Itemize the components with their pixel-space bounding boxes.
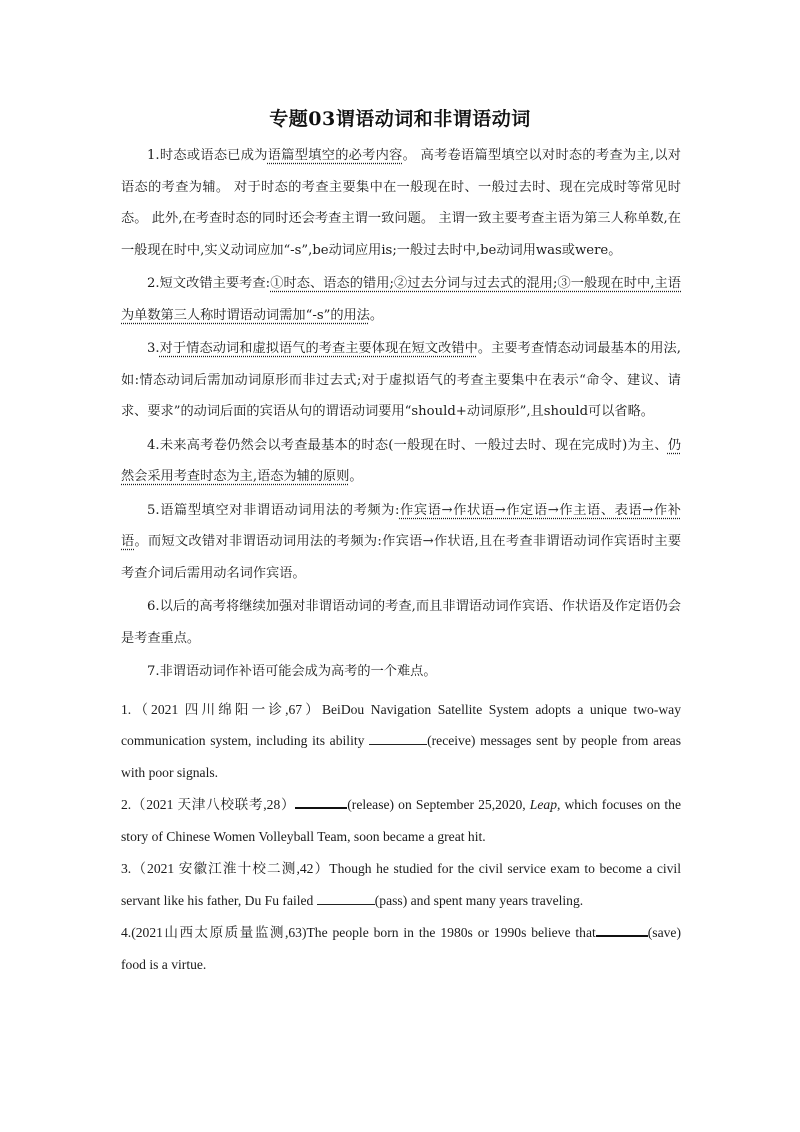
page-title: 专题03谓语动词和非谓语动词 (269, 108, 531, 130)
emphasis-text: 对于情态动词和虚拟语气的考查主要体现在短文改错中 (159, 341, 478, 356)
question-2 (121, 789, 681, 852)
question-text: 1.（2021 四川绵阳一诊,67）BeiDou Navigation Satellite System adopts a unique two-way communication system, including its ability (121, 701, 681, 748)
question-text: , which focuses on the story of Chinese Women Volleyball Team, soon became a great hit. (121, 797, 681, 844)
question-text: messages sent by people from areas with poor signals. (121, 733, 681, 780)
emphasis-text: 语篇型填空的必考内容 (267, 148, 403, 163)
answer-blank (317, 903, 375, 905)
emphasis-text: 仍然会采用考查时态为主,语态为辅的原则 (121, 437, 681, 484)
question-3 (121, 853, 681, 916)
paragraph-text: 2.短文改错主要考查: (147, 276, 271, 291)
summary-paragraph-7 (121, 656, 681, 688)
paragraph-text: 。 (369, 307, 384, 323)
paragraph-text: 。 高考卷语篇型填空以对时态的考查为主,以对语态的考查为辅。 对于时态的考查主要集中在一般现在时、一般过去时、现在完成时等常见时态。 此外,在考查时态的同时还会考查主谓一致问题。 主谓一致主要考查主语为第三人称单数,在一般现在时中,实义动词应加“-s”,be动词应用is;一般过去时中,be动词用was或were。 (121, 148, 681, 258)
verb-hint: (pass) (374, 892, 408, 908)
emphasis-text: 作宾语→作状语→作定语→作主语、表语→作补语 (121, 502, 681, 549)
paragraph-text: 。主要考查情态动词最基本的用法,如:情态动词后需加动词原形而非过去式;对于虚拟语气的考查主要集中在表示“命令、建议、请求、要求”的动词后面的宾语从句的谓语动词要用“should+动词原形”,且should可以省略。 (121, 341, 681, 419)
paragraph-text: 7.非谓语动词作补语可能会成为高考的一个难点。 (147, 664, 437, 679)
answer-blank (295, 806, 347, 809)
paragraph-text: 6.以后的高考将继续加强对非谓语动词的考查,而且非谓语动词作宾语、作状语及作定语仍会是考查重点。 (121, 599, 681, 646)
answer-blank (369, 743, 427, 745)
paragraph-text: 1.时态或语态已成为 (147, 148, 268, 163)
answer-blank (596, 934, 648, 937)
film-title: Leap (529, 797, 557, 812)
paragraph-text: 3. (147, 341, 160, 356)
verb-hint: (release) (347, 797, 395, 812)
verb-hint: (receive) (427, 733, 476, 748)
question-text: and spent many years traveling. (407, 892, 584, 908)
question-text: 4.(2021山西太原质量监测,63)The people born in the 1980s or 1990s believe that (121, 925, 596, 940)
summary-paragraph-2 (121, 268, 681, 331)
paragraph-text: 4.未来高考卷仍然会以考查最基本的时态(一般现在时、一般过去时、现在完成时)为主、 (147, 437, 668, 453)
verb-hint: (save) (647, 925, 681, 940)
summary-paragraph-4 (121, 430, 681, 493)
summary-paragraph-5 (121, 495, 681, 590)
emphasis-text: ①时态、语态的错用;②过去分词与过去式的混用;③一般现在时中,主语为单数第三人称时谓语动词需加“-s”的用法 (121, 276, 681, 323)
document-body (121, 140, 681, 981)
summary-paragraph-6 (121, 591, 681, 654)
question-1 (121, 694, 681, 789)
question-text: food is a virtue. (121, 956, 207, 972)
summary-paragraph-3 (121, 333, 681, 428)
question-4 (121, 917, 681, 980)
question-text: 2.（2021 天津八校联考,28） (121, 797, 296, 812)
question-text: 3.（2021 安徽江淮十校二测,42）Though he studied for the civil service exam to become a civil servant like his father, Du Fu failed (121, 861, 681, 908)
paragraph-text: 5.语篇型填空对非谓语动词用法的考频为: (147, 502, 400, 518)
paragraph-text: 。而短文改错对非谓语动词用法的考频为:作宾语→作状语,且在考查非谓语动词作宾语时主要考查介词后需用动名词作宾语。 (121, 534, 682, 581)
summary-paragraph-1 (121, 140, 681, 266)
question-text: on September 25,2020, (394, 797, 530, 812)
paragraph-text: 。 (349, 469, 363, 484)
